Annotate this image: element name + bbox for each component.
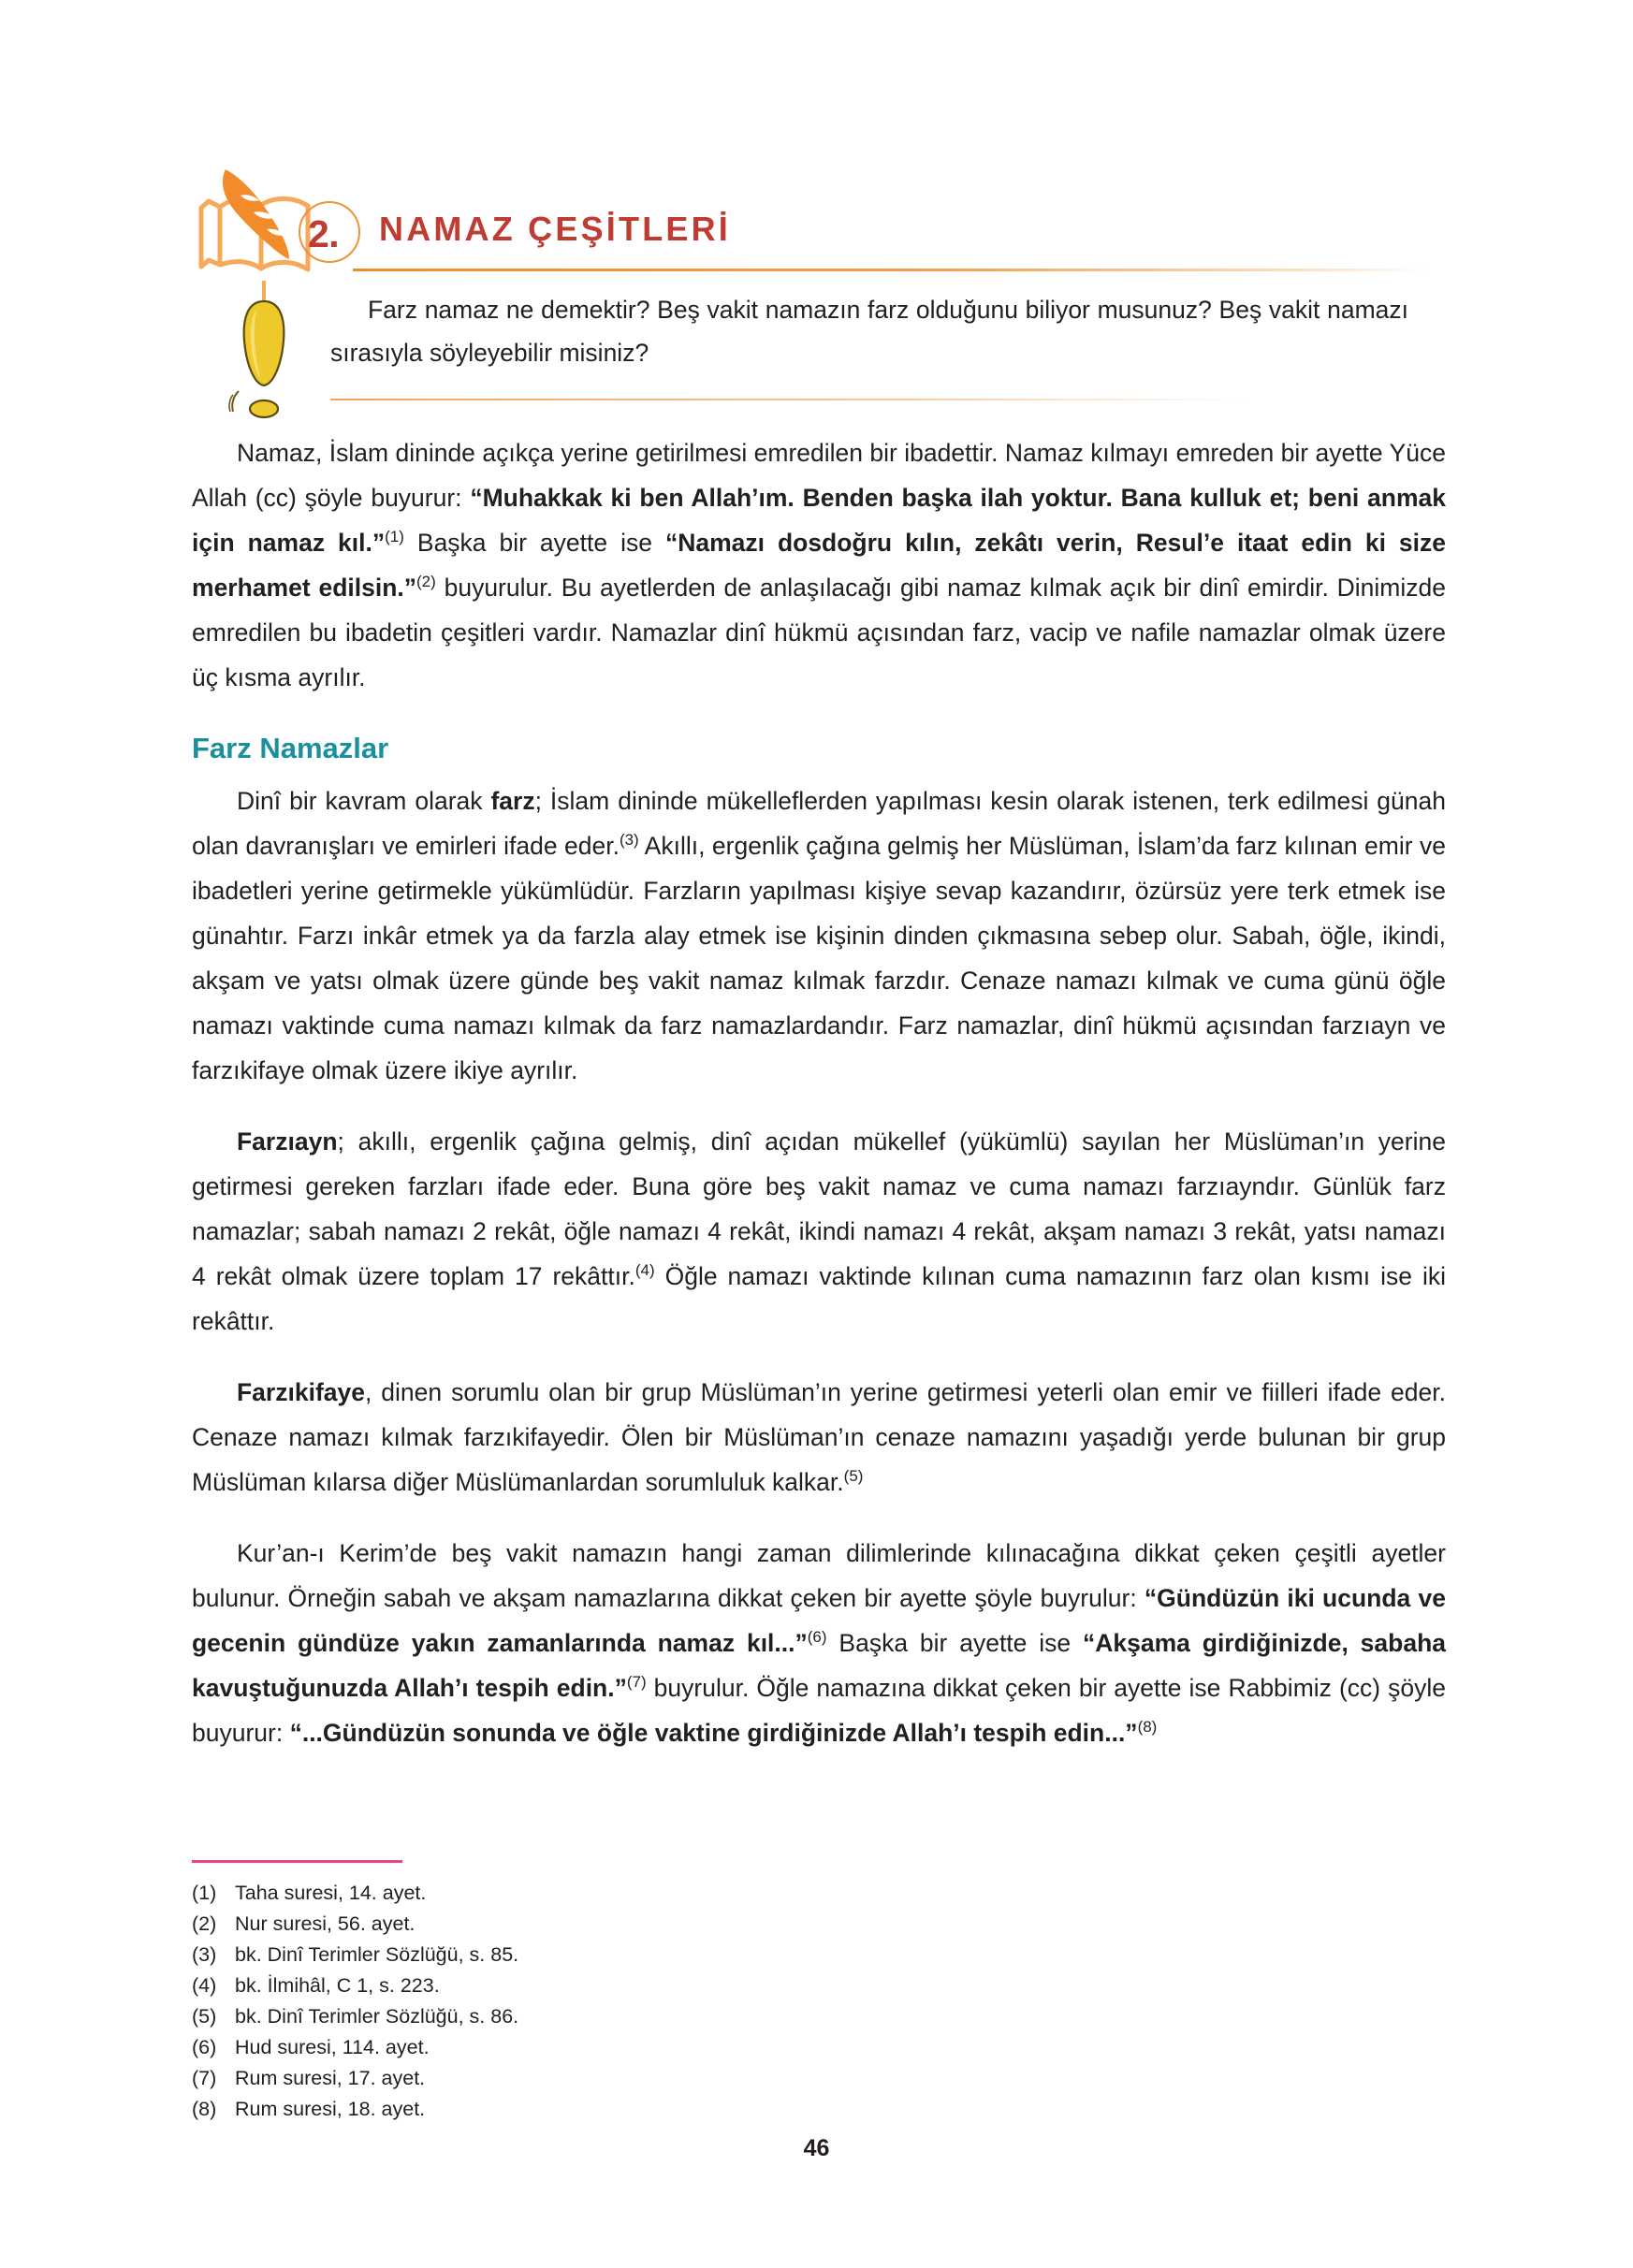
footnote-item	[192, 2032, 1034, 2063]
kuran-quote3: “...Gündüzün sonunda ve öğle vaktine girdiğinizde Allah’ı tespih edin...”	[289, 1719, 1138, 1747]
footnote-number: (5)	[192, 2005, 217, 2028]
intro-quote1: “Muhakkak ki ben Allah’ım. Benden başka ilah yoktur. Bana kulluk et; beni anmak için namaz kıl.”	[192, 484, 1446, 557]
section-header	[194, 187, 1446, 273]
footnote-ref-4: (4)	[634, 1261, 655, 1280]
footnotes-list	[192, 1878, 1034, 2125]
prompt-rule	[330, 399, 1247, 400]
exclamation-dot	[250, 400, 278, 417]
footnote-ref-2: (2)	[416, 573, 436, 591]
intro-quote2: “Namazı dosdoğru kılın, zekâtı verin, Resul’e itaat edin ki size merhamet edilsin.”	[192, 529, 1446, 602]
kuran-quote1: “Gündüzün iki ucunda ve gecenin gündüze yakın zamanlarında namaz kıl...”	[192, 1584, 1446, 1657]
footnote-text: Nur suresi, 56. ayet.	[235, 1912, 416, 1935]
footnote-item	[192, 1970, 1034, 2001]
footnotes-divider	[192, 1860, 402, 1863]
farz-seg1: Dinî bir kavram olarak	[237, 787, 491, 815]
intro-seg3: buyurulur. Bu ayetlerden de anlaşılacağı gibi namaz kılmak açık bir dinî emirdir. Dinimizde emredilen bu ibadetin çeşitleri vardır. Namazlar dinî hükmü açısından farz, vacip ve nafile namazlar olmak üzere üç kısma ayrılır.	[192, 574, 1446, 691]
page-content	[192, 187, 1446, 1755]
footnote-text: bk. Dinî Terimler Sözlüğü, s. 85.	[235, 1943, 519, 1966]
body-content	[192, 430, 1446, 1755]
footnote-ref-8: (8)	[1137, 1718, 1158, 1737]
farziayn-seg2: Öğle namazı vaktinde kılınan cuma namazının farz olan kısmı ise iki rekâttır.	[192, 1262, 1446, 1335]
footnote-text: bk. Dinî Terimler Sözlüğü, s. 86.	[235, 2005, 519, 2028]
kuran-seg1: Kur’an-ı Kerim’de beş vakit namazın hangi zaman dilimlerinde kılınacağına dikkat çeken çeşitli ayetler bulunur. Örneğin sabah ve akşam namazlarına dikkat çeken bir ayette şöyle buyrulur:	[192, 1539, 1446, 1612]
footnote-ref-6: (6)	[807, 1628, 827, 1647]
footnote-number: (7)	[192, 2067, 217, 2089]
footnote-ref-3: (3)	[619, 831, 639, 850]
prompt-block	[192, 288, 1446, 399]
prompt-question: Farz namaz ne demektir? Beş vakit namazın farz olduğunu biliyor musunuz? Beş vakit namazı sırasıyla söyleyebilir misiniz?	[330, 296, 1408, 367]
farz-seg3: Akıllı, ergenlik çağına gelmiş her Müslüman, İslam’da farz kılınan emir ve ibadetleri yerine getirmekle yükümlüdür. Farzların yapılması kişiye sevap kazandırır, özürsüz yere terk etmek ise günahtır. Farzı inkâr etmek ya da farzla alay etmek ise kişinin dinden çıkmasına sebep olur. Sabah, öğle, ikindi, akşam ve yatsı olmak üzere günde beş vakit namaz kılmak farzdır. Cenaze namazı kılmak ve cuma günü öğle namazı vaktinde cuma namazı kılmak da farz namazlardandır. Farz namazlar, dinî hükmü açısından farzıayn ve farzıkifaye olmak üzere ikiye ayrılır.	[192, 832, 1446, 1084]
farz-bold-term: farz	[490, 787, 535, 815]
paragraph-farz	[192, 778, 1446, 1093]
footnote-text: bk. İlmihâl, C 1, s. 223.	[235, 1974, 440, 1997]
footnote-ref-7: (7)	[626, 1673, 647, 1692]
intro-seg1: Namaz, İslam dininde açıkça yerine getirilmesi emredilen bir ibadettir. Namaz kılmayı emreden bir ayette Yüce Allah (cc) şöyle buyurur:	[192, 439, 1446, 512]
farziayn-seg1: ; akıllı, ergenlik çağına gelmiş, dinî açıdan mükellef (yükümlü) sayılan her Müslüman’ın yerine getirmesi gereken farzları ifade eder. Buna göre beş vakit namaz ve cuma namazı farzıayndır. Günlük farz namazlar; sabah namazı 2 rekât, öğle namazı 4 rekât, ikindi namazı 4 rekât, akşam namazı 3 rekât, yatsı namazı 4 rekât olmak üzere toplam 17 rekâttır.	[192, 1127, 1446, 1290]
footnote-number: (2)	[192, 1912, 217, 1935]
farziayn-bold-term: Farzıayn	[237, 1127, 338, 1156]
paragraph-farziayn	[192, 1119, 1446, 1344]
footnote-ref-5: (5)	[843, 1467, 864, 1486]
page-number: 46	[803, 2135, 830, 2161]
footnote-number: (4)	[192, 1974, 217, 1997]
section-title: NAMAZ ÇEŞİTLERİ	[379, 210, 731, 248]
kuran-quote2: “Akşama girdiğinizde, sabaha kavuştuğunuzda Allah’ı tespih edin.”	[192, 1629, 1446, 1702]
intro-seg2: Başka bir ayette ise	[403, 529, 665, 557]
footnote-item	[192, 1878, 1034, 1909]
kuran-seg2: Başka bir ayette ise	[826, 1629, 1083, 1657]
paragraph-kuran	[192, 1531, 1446, 1755]
footnote-number: (6)	[192, 2036, 217, 2058]
footnote-text: Taha suresi, 14. ayet.	[235, 1882, 427, 1904]
paragraph-intro	[192, 430, 1446, 700]
footnote-item	[192, 2094, 1034, 2125]
section-title-rule	[353, 269, 1429, 271]
footnote-item	[192, 2001, 1034, 2032]
farzikifaye-seg1: , dinen sorumlu olan bir grup Müslüman’ın yerine getirmesi yeterli olan emir ve fiilleri ifade eder. Cenaze namazı kılmak farzıkifayedir. Ölen bir Müslüman’ın cenaze namazını yaşadığı yerde bulunan bir grup Müslüman kılarsa diğer Müslümanlardan sorumluluk kalkar.	[192, 1378, 1446, 1496]
subheading-farz-namazlar: Farz Namazlar	[192, 732, 389, 764]
farz-seg2: ; İslam dininde mükelleflerden yapılması kesin olarak istenen, terk edilmesi günah olan davranışları ve emirleri ifade eder.	[192, 787, 1446, 860]
footnote-item	[192, 1909, 1034, 1940]
section-number: 2.	[308, 212, 340, 255]
footnote-number: (8)	[192, 2098, 217, 2120]
footnote-item	[192, 2063, 1034, 2094]
footnote-text: Hud suresi, 114. ayet.	[235, 2036, 430, 2058]
footnote-text: Rum suresi, 18. ayet.	[235, 2098, 426, 2120]
footnote-ref-1: (1)	[385, 528, 404, 546]
footnote-number: (1)	[192, 1882, 217, 1904]
exclamation-mark-icon	[220, 281, 323, 421]
farzikifaye-bold-term: Farzıkifaye	[237, 1378, 365, 1406]
paragraph-farzikifaye	[192, 1370, 1446, 1505]
footnote-item	[192, 1940, 1034, 1970]
footnote-text: Rum suresi, 17. ayet.	[235, 2067, 426, 2089]
exclamation-stem	[244, 301, 284, 385]
kuran-seg3: buyrulur. Öğle namazına dikkat çeken bir ayette ise Rabbimiz (cc) şöyle buyurur:	[192, 1674, 1446, 1747]
footnote-number: (3)	[192, 1943, 217, 1966]
footnotes-section	[192, 1860, 1034, 2125]
